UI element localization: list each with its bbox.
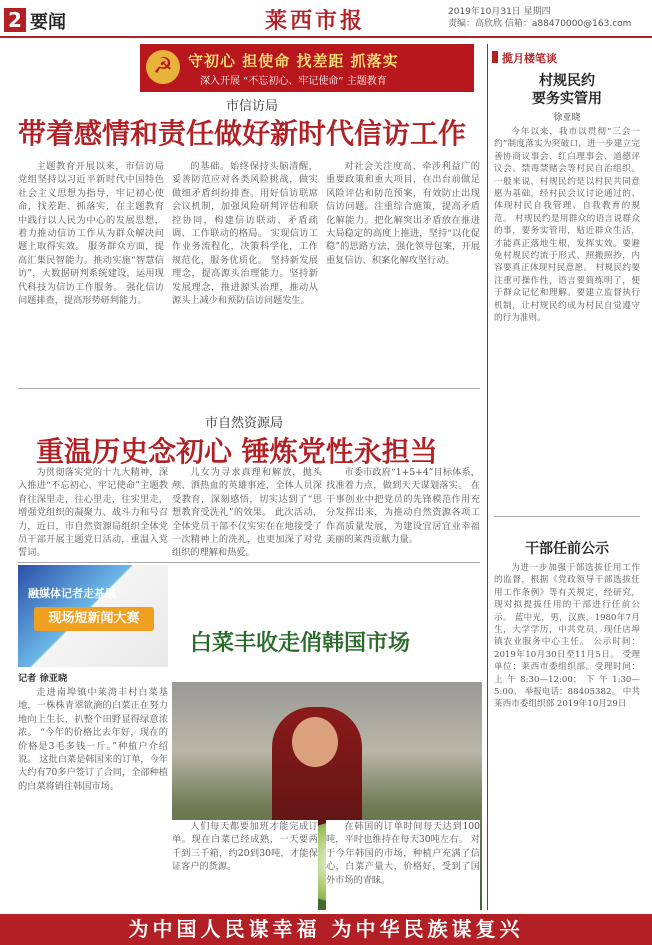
essay-body	[494, 126, 640, 508]
article1-headline: 带着感情和责任做好新时代信访工作	[18, 117, 467, 150]
editor-info: 责编：高欣欣 信箱：a88470000@163.com	[448, 19, 632, 29]
photo-story-headline: 白菜丰收走俏韩国市场	[190, 630, 411, 656]
photo-story-col-mid-text: 人们每天都要加班才能完成订单。现在白菜已经成熟，一天要两千到三千箱，约20到30吨，才能保证客户的货源。	[172, 821, 318, 873]
section-marker-icon	[492, 51, 498, 63]
photo-story-col-right-text: 在韩国的订单时间每天达到100吨，平时也维持在每天30吨左右。 对于今年韩国的市场，种植户充满了信心，白菜产量大，价格好，受到了国外市场的青睐。	[326, 821, 480, 886]
article2-col2-text: 儿女为寻求真理和解放，抛头颅、洒热血的英雄事迹，全体人员深受教育，深刻感悟，切实达到了“思想教育受洗礼”的效果。 此次活动，全体党员干部不仅实实在在地接受了一次精神上的洗礼，也更加深了对党组织的理解和热爱。	[172, 467, 322, 559]
campaign-banner	[140, 44, 474, 92]
photo-story-author: 记者 徐亚晓	[18, 673, 68, 684]
page-number: 2	[4, 8, 26, 32]
contest-badge-image	[18, 565, 168, 667]
article1-col3-text: 对社会关注度高、牵涉利益广的重要政策和重大项目，在出台前做足风险评估和防范预案，有效防止出现信访问题。注重综合施策，提高矛盾化解能力。把化解突出矛盾放在推进大局稳定的高度上推进，坚持“以化促稳”的思路方法，强化领导包案，开展重复信访、积案化解攻坚行动。	[326, 161, 480, 266]
contest-badge-subtitle: 现场短新闻大赛	[34, 607, 154, 631]
photo-story-col-mid-visible	[172, 820, 318, 910]
article-divider	[18, 562, 480, 563]
article2-kicker: 市自然资源局	[205, 416, 284, 431]
essay-body-text: 今年以来，我市以贯彻“三会一约”制度落实为突破口，进一步建立完善协商议事会、红白理事会、道德评议会、禁毒禁赌会等村民自治组织。一般来说，村规民约是以村民共同意愿为基础，经村民会议讨论通过的、体现村民自我管理、自我教育的规范。 村规民约是用群众的语言说群众的事，要务实管用，贴近群众生活，才能真正落地生根，发挥实效。要避免村规民约流于形式、照搬照抄，内容要真正体现村民意愿。 村规民约要注重可操作性，语言要简练明了，便于群众记忆和理解。要建立监督执行机制，让村规民约成为村民自觉遵守的行为准则。	[494, 127, 640, 324]
notice-body	[494, 562, 640, 908]
article1-kicker: 市信访局	[226, 99, 279, 114]
header-meta	[448, 6, 631, 30]
notice-body-text: 为进一步加强干部选拔任用工作的监督，根据《党政领导干部选拔任用工作条例》等有关规定，经研究，现对拟提拔任用的干部进行任前公示。 蓝中光，男，汉族，1980年7月生，大学学历，中共党员，现任店埠镇农业服务中心主任。 公示时间：2019年10月30日至11月5日。 受理单位：莱西市委组织部。受理时间：上午8:30—12:00；下午1:30—5:00。 举报电话：88405382。 中共莱西市委组织部 2019年10月29日	[494, 563, 640, 710]
article1-col1	[18, 160, 164, 382]
section-name: 要闻	[30, 12, 66, 33]
article1-col1-text: 主题教育开展以来，市信访局党组坚持以习近平新时代中国特色社会主义思想为指导，牢记初心使命，找差距、抓落实，在主题教育中践行以人民为中心的发展思想，着力推动信访工作从为群众解决问题上取得实效。 服务群众方面，提高汇集民智能力。推动实施“智慧信访”，大数据研判系统建设，运用现代科技为信访工作服务。 强化信访问题排查，提高形势研判能力。	[18, 161, 164, 307]
issue-date: 2019年10月31日 星期四	[448, 7, 551, 17]
article1-col3	[326, 160, 480, 382]
essay-title-1: 村规民约	[539, 73, 595, 89]
sidebar-heading	[492, 50, 642, 66]
notice-title: 干部任前公示	[525, 541, 609, 557]
photo-story-col-left-text: 走进南埠镇中莱湾丰村白菜基地，一株株青翠欲滴的白菜正在努力地向上生长，扒整个田野显得绿意浓浓。 “今年的价格比去年好，现在的价格是3毛多钱一斤。”种植户介绍说。 这批白菜是韩国来的订单，今年大约有70多户签订了合同，全部种植的白菜将销往韩国市场。	[18, 687, 168, 792]
party-emblem-icon: ☭	[146, 50, 180, 84]
article2-col3-text: 市委市政府“1+5+4”目标体系，找准着力点，做到天天谋划落实。 在干事创业中把党员的先锋模范作用充分发挥出来，为推动自然资源各项工作高质量发展，为建设宜居宜业幸福美丽的莱西贡献力量。	[326, 467, 480, 546]
article1-col2	[172, 160, 318, 382]
photo-story-col-left	[18, 686, 168, 910]
article-divider	[18, 388, 480, 389]
photo-story-col-right	[326, 820, 480, 910]
sidebar-divider	[494, 516, 640, 517]
column-divider	[487, 44, 488, 910]
article2-col3	[326, 466, 480, 560]
footer-slogan: 为中国人民谋幸福 为中华民族谋复兴	[0, 914, 652, 945]
essay-title-2: 要务实管用	[532, 91, 602, 107]
banner-slogan: 守初心 担使命 找差距 抓落实	[188, 52, 399, 70]
sidebar-section-title: 揽月楼笔谈	[502, 52, 557, 65]
masthead	[0, 0, 652, 38]
farmer-face	[292, 717, 338, 767]
contest-badge-title: 融媒体记者走基层	[28, 587, 116, 600]
banner-subtitle: 深入开展 “不忘初心、牢记使命” 主题教育	[200, 76, 387, 87]
article2-col1-text: 为贯彻落实党的十九大精神，深入推进“不忘初心、牢记使命”主题教育往深里走，往心里走，往实里走，增强党组织的凝聚力、战斗力和号召力，近日，市自然资源局组织全体党员干部开展主题党日活动，重温入党誓词。	[18, 467, 168, 559]
newspaper-logo: 莱西市报	[265, 8, 366, 34]
article2-col1	[18, 466, 168, 560]
article2-col2	[172, 466, 322, 560]
essay-author: 徐亚晓	[553, 113, 581, 123]
article1-col2-text: 的基础。始终保持头脑清醒，妥善防范应对各类风险挑战，做实做细矛盾纠纷排查。用好信访联席会议机制，加强风险研判评估和联控协同，构建信访联动、矛盾疏调、工作联动的格局。 实现信访工作业务流程化，决策科学化，工作规范化，服务优质化。 坚持新发展理念，提高源头治理能力。坚持新发展理念，推进源头治理，推动从源头上减少和预防信访问题发生。	[172, 161, 318, 307]
article2-headline: 重温历史念初心 锤炼党性永担当	[36, 435, 438, 468]
